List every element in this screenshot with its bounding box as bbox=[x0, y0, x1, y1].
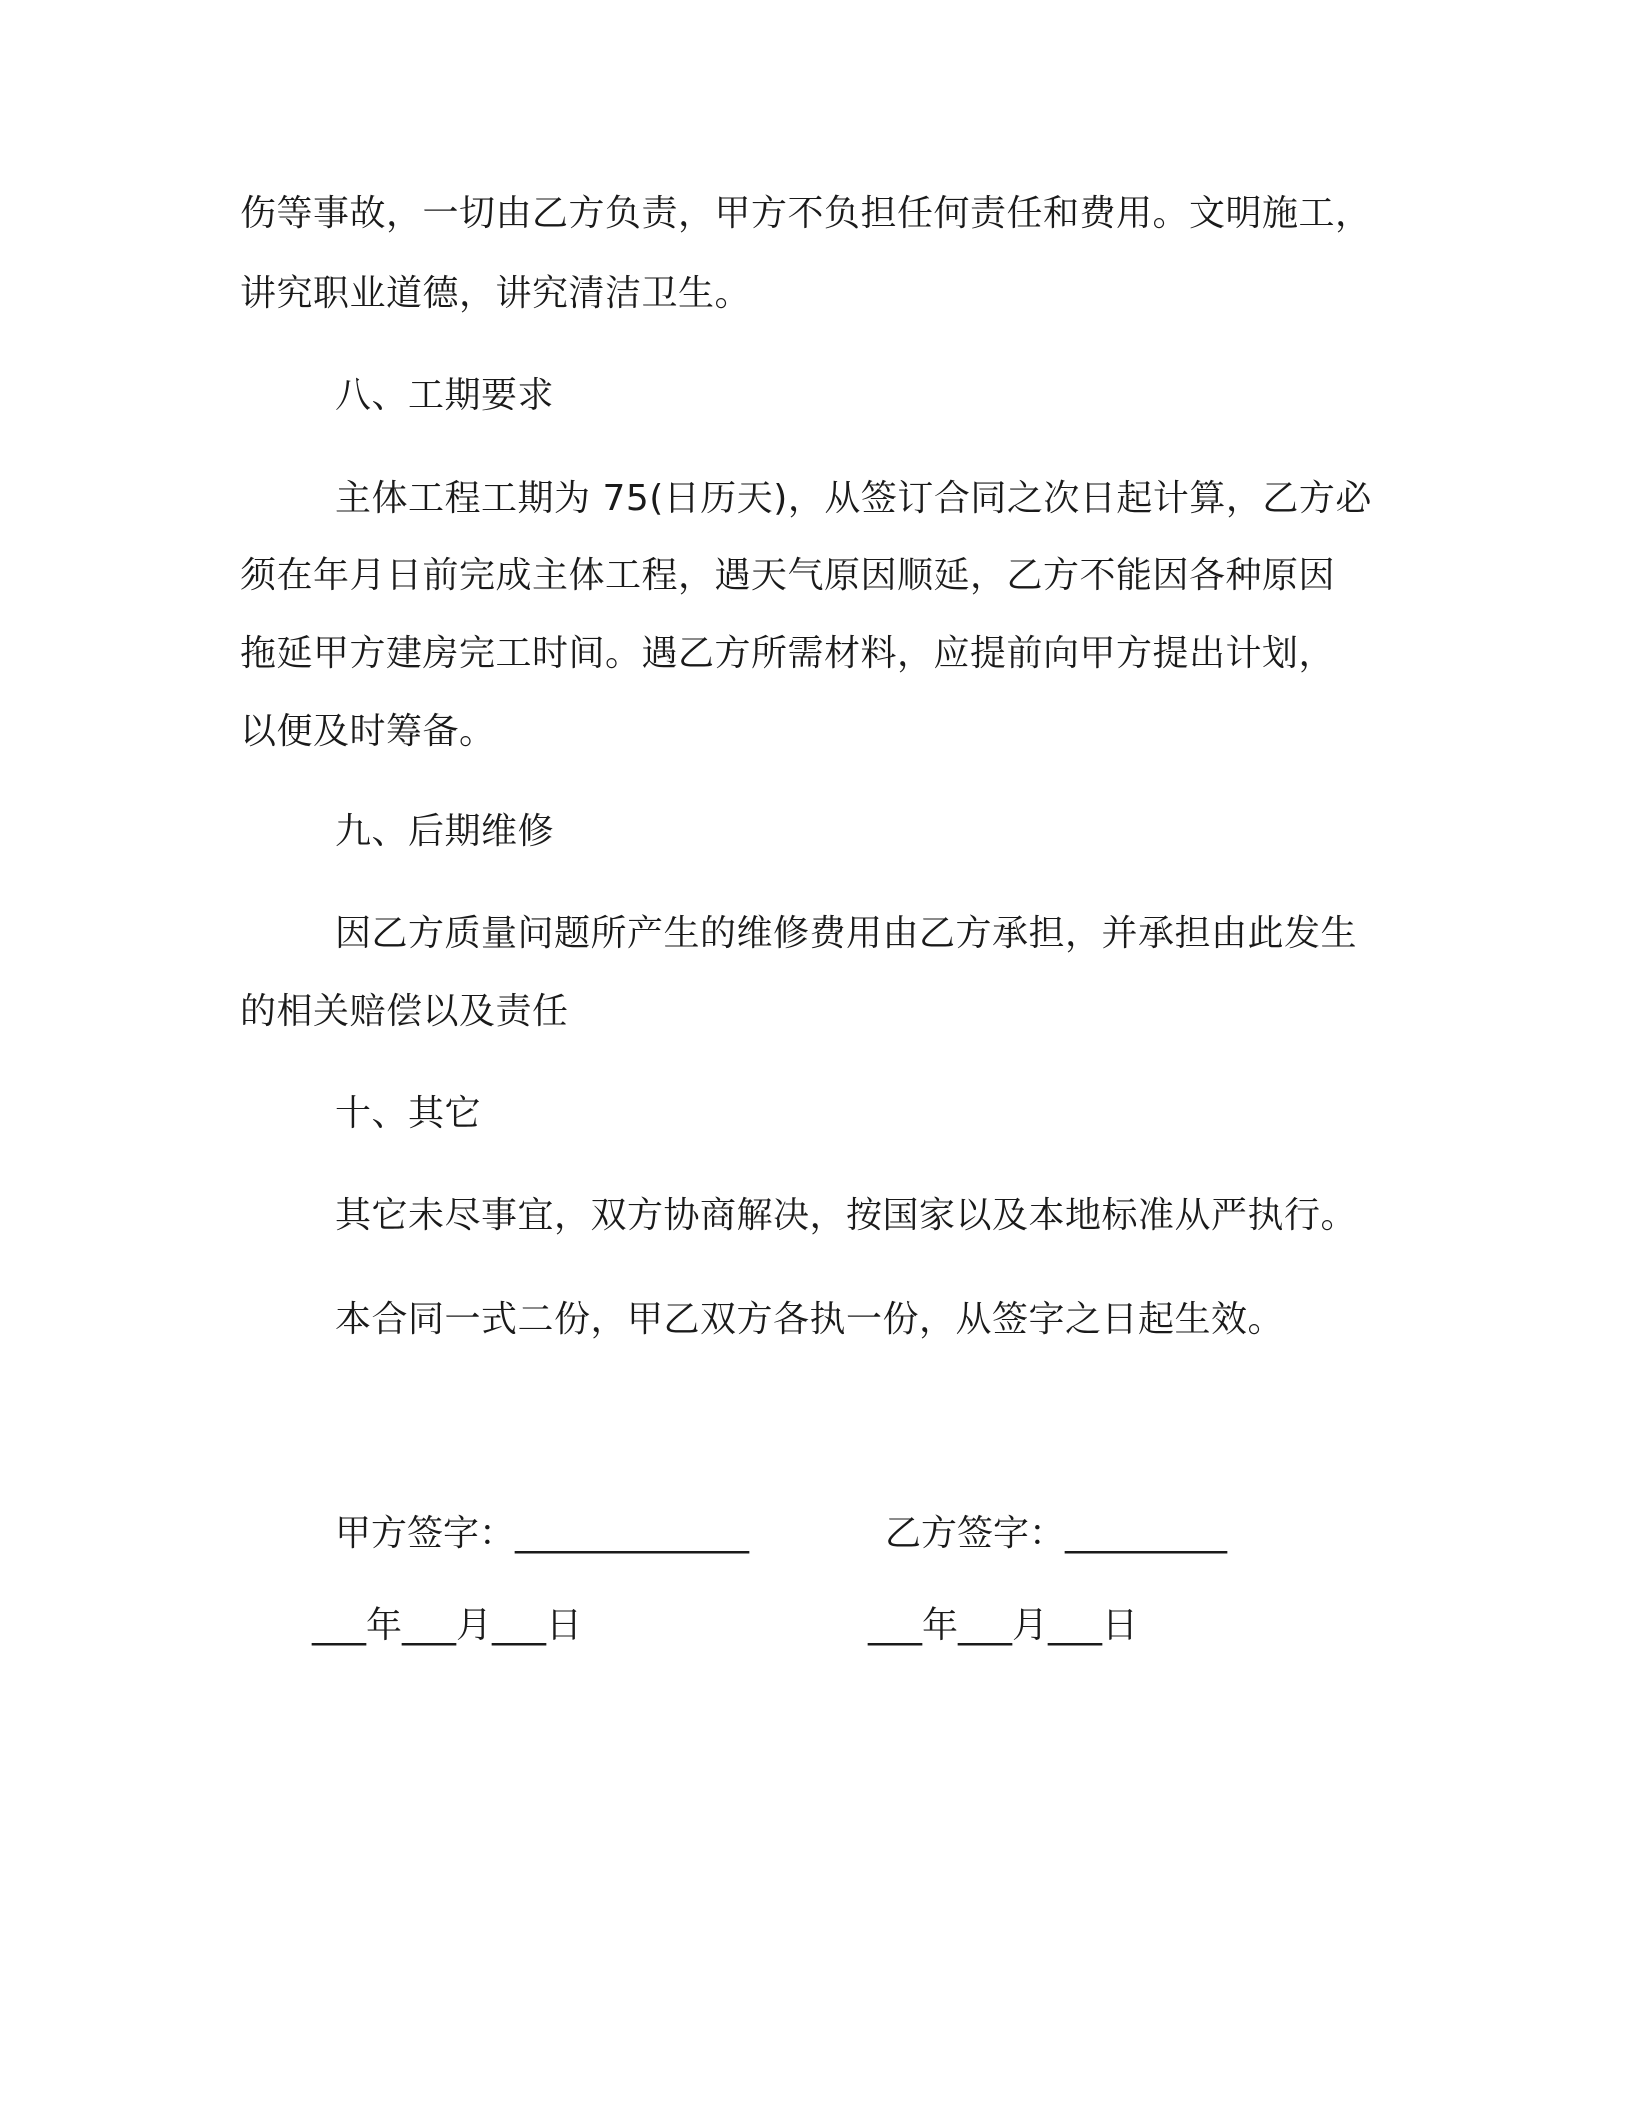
body-line: 须在年月日前完成主体工程，遇天气原因顺延，乙方不能因各种原因 bbox=[240, 555, 1336, 596]
body-line: 因乙方质量问题所产生的维修费用由乙方承担，并承担由此发生 bbox=[335, 913, 1358, 954]
body-line: 本合同一式二份，甲乙双方各执一份，从签字之日起生效。 bbox=[335, 1299, 1285, 1340]
party-a-signature: 甲方签字：_____________ bbox=[335, 1513, 750, 1554]
party-a-date: ___年___月___日 bbox=[312, 1605, 583, 1646]
body-line: 主体工程工期为 75(日历天)，从签订合同之次日起计算，乙方必 bbox=[335, 478, 1372, 519]
section-heading-10: 十、其它 bbox=[335, 1093, 482, 1134]
body-line: 拖延甲方建房完工时间。遇乙方所需材料，应提前向甲方提出计划， bbox=[240, 633, 1336, 674]
body-line: 伤等事故，一切由乙方负责，甲方不负担任何责任和费用。文明施工， bbox=[240, 193, 1372, 234]
body-line: 其它未尽事宜，双方协商解决，按国家以及本地标准从严执行。 bbox=[335, 1195, 1358, 1236]
party-b-signature: 乙方签字：_________ bbox=[885, 1513, 1228, 1554]
party-b-date: ___年___月___日 bbox=[868, 1605, 1139, 1646]
body-line: 以便及时筹备。 bbox=[240, 711, 496, 752]
body-line: 讲究职业道德，讲究清洁卫生。 bbox=[240, 273, 752, 314]
section-heading-9: 九、后期维修 bbox=[335, 811, 555, 852]
body-line: 的相关赔偿以及责任 bbox=[240, 991, 569, 1032]
section-heading-8: 八、工期要求 bbox=[335, 375, 555, 416]
